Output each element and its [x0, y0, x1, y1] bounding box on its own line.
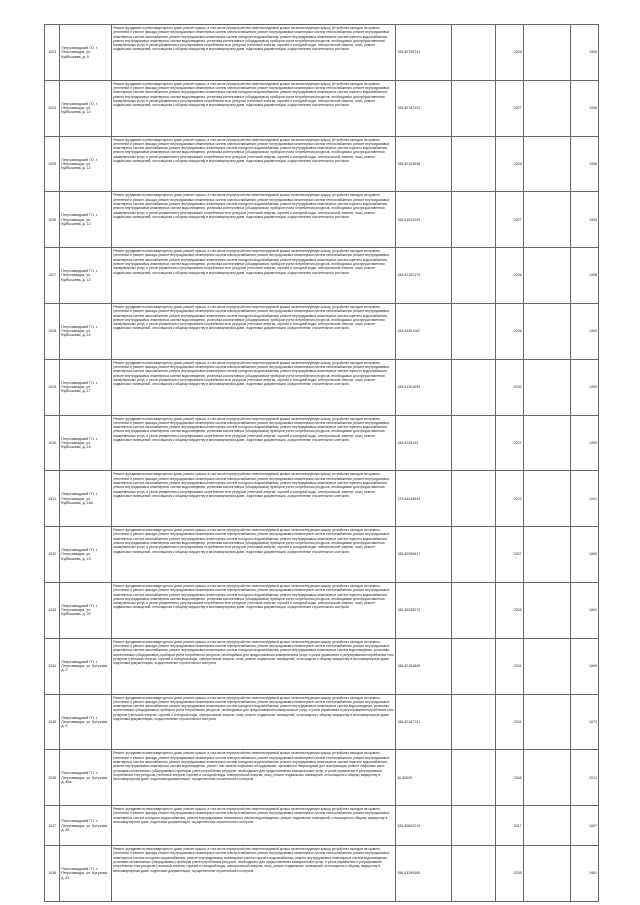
table-row [45, 80, 599, 136]
table-row [45, 846, 599, 902]
row-number: 1032 [45, 527, 60, 583]
planned-year-cell: 2026 [496, 136, 523, 192]
table-row [45, 694, 599, 750]
empty-cell [452, 136, 496, 192]
empty-cell [452, 303, 496, 359]
empty-cell [523, 303, 571, 359]
table-row [45, 638, 599, 694]
value-cell: 155,53301162 [396, 303, 452, 359]
address-cell: Петрозаводский ГО, г. Петрозаводск, ул. Кутузова, д. 49 [60, 846, 112, 902]
planned-year-cell: 2027 [496, 415, 523, 471]
table-row [45, 25, 599, 81]
row-number: 1023 [45, 25, 60, 81]
works-cell: Ремонт фундамента многоквартирного дома, ремонт крыши, в том числе переустройство невентилируемой крыши на вентилируемую крышу, устройство выходов на кровлю, утепление и ремонт фасада, ремонт внутридомовых инженерных систем электроснабжения, ремонт внутридомовых инженерных систем теплоснабжения, ремонт внутридомовых инженерных систем газоснабжения, ремонт внутридомовых инженерных систем холодного водоснабжения, ремонт внутридомовых инженерных систем горячего водоснабжения, ремонт внутридомовых инженерных систем водоотведения, установка коллективных (общедомовых) приборов учета потребления ресурсов, необходимых для предоставления коммунальных услуг, и узлов управления и регулирования потребления этих ресурсов (тепловой энергии, горячей и холодной воды, электрической энергии, газа), ремонт подвальных помещений, относящихся к общему имуществу в многоквартирном доме, подготовка документации, осуществление строительного контроля [112, 248, 396, 304]
row-number: 1036 [45, 750, 60, 806]
empty-cell [523, 25, 571, 81]
table-row [45, 471, 599, 527]
value-cell: 155,52102179 [396, 248, 452, 304]
planned-year-cell: 2046 [496, 750, 523, 806]
value-cell: 20,50025 [396, 750, 452, 806]
empty-cell [523, 415, 571, 471]
address-cell: Петрозаводский ГО, г. Петрозаводск, ул. Кутузова, д. 48 [60, 806, 112, 846]
planned-year-cell: 2026 [496, 582, 523, 638]
row-number: 1027 [45, 248, 60, 304]
works-cell: Ремонт фундамента многоквартирного дома, ремонт крыши, в том числе переустройство невентилируемой крыши на вентилируемую крышу, устройство выходов на кровлю, утепление и ремонт фасада, ремонт внутридомовых инженерных систем электроснабжения, ремонт внутридомовых инженерных систем теплоснабжения, ремонт внутридомовых инженерных систем газоснабжения, ремонт внутридомовых инженерных систем холодного водоснабжения, ремонт внутридомовых инженерных систем горячего водоснабжения, ремонт внутридомовых инженерных систем водоотведения, установка коллективных (общедомовых) приборов учета потребления ресурсов, необходимых для предоставления коммунальных услуг, и узлов управления и регулирования потребления этих ресурсов (тепловой энергии, горячей и холодной воды, электрической энергии, газа), ремонт подвальных помещений, относящихся к общему имуществу в многоквартирном доме, подготовка документации, осуществление строительного контроля [112, 192, 396, 248]
table-row [45, 303, 599, 359]
value-cell: 155,50782123 [396, 80, 452, 136]
address-cell: Петрозаводский ГО, г. Петрозаводск, ул. Куйбышева, д. 20 [60, 582, 112, 638]
empty-cell [523, 750, 571, 806]
built-year-cell: 1957 [571, 806, 599, 846]
empty-cell [452, 248, 496, 304]
empty-cell [523, 248, 571, 304]
row-number: 1028 [45, 303, 60, 359]
row-number: 1026 [45, 192, 60, 248]
works-cell: Ремонт фундамента многоквартирного дома, ремонт крыши, в том числе переустройство невентилируемой крыши на вентилируемую крышу, устройство выходов на кровлю, утепление и ремонт фасада, ремонт внутридомовых инженерных систем электроснабжения, ремонт внутридомовых инженерных систем теплоснабжения, ремонт внутридомовых инженерных систем газоснабжения, ремонт внутридомовых инженерных систем холодного водоснабжения, ремонт внутридомовых инженерных систем горячего водоснабжения, ремонт внутридомовых инженерных систем водоотведения, установка коллективных (общедомовых) приборов учета потребления ресурсов, необходимых для предоставления коммунальных услуг, и узлов управления и регулирования потребления этих ресурсов (тепловой энергии, горячей и холодной воды, электрической энергии, газа), ремонт подвальных помещений, относящихся к общему имуществу в многоквартирном доме, подготовка документации, осуществление строительного контроля [112, 80, 396, 136]
empty-cell [523, 846, 571, 902]
works-cell: Ремонт фундамента многоквартирного дома, ремонт крыши, в том числе переустройство невентилируемой крыши на вентилируемую крышу, устройство выходов на кровлю, утепление и ремонт фасада, ремонт внутридомовых инженерных систем электроснабжения, ремонт внутридомовых инженерных систем теплоснабжения, ремонт внутридомовых инженерных систем газоснабжения, ремонт внутридомовых инженерных систем холодного водоснабжения, ремонт внутридомовых инженерных систем горячего водоснабжения, ремонт внутридомовых инженерных систем водоотведения, установка коллективных (общедомовых) приборов учета потребления ресурсов, необходимых для предоставления коммунальных услуг, и узлов управления и регулирования потребления этих ресурсов (тепловой энергии, горячей и холодной воды, электрической энергии, газа), ремонт подвальных помещений, относящихся к общему имуществу в многоквартирном доме, подготовка документации, осуществление строительного контроля [112, 415, 396, 471]
works-cell: Ремонт фундамента многоквартирного дома, ремонт крыши, в том числе переустройство невентилируемой крыши на вентилируемую крышу, устройство выходов на кровлю, утепление и ремонт фасада, ремонт внутридомовых инженерных систем электроснабжения, ремонт внутридомовых инженерных систем теплоснабжения, ремонт внутридомовых инженерных систем газоснабжения, ремонт внутридомовых инженерных систем холодного водоснабжения, ремонт внутридомовых инженерных систем горячего водоснабжения, ремонт внутридомовых инженерных систем водоотведения, установка коллективных (общедомовых) приборов учета потребления ресурсов, необходимых для предоставления коммунальных услуг, и узлов управления и регулирования потребления этих ресурсов (тепловой энергии, горячей и холодной воды, электрической энергии, газа), ремонт подвальных помещений, относящихся к общему имуществу в многоквартирном доме, подготовка документации, осуществление строительного контроля [112, 136, 396, 192]
empty-cell [452, 80, 496, 136]
planned-year-cell: 2026 [496, 303, 523, 359]
value-cell: 156,52103538 [396, 136, 452, 192]
address-cell: Петрозаводский ГО, г. Петрозаводск, ул. Куйбышева, д. 9 [60, 25, 112, 81]
works-cell: Ремонт фундамента многоквартирного дома, ремонт крыши, в том числе переустройство невентилируемой крыши на вентилируемую крышу, устройство выходов на кровлю, утепление и ремонт фасада, ремонт внутридомовых инженерных систем электроснабжения, ремонт внутридомовых инженерных систем теплоснабжения, ремонт внутридомовых инженерных систем газоснабжения, ремонт внутридомовых инженерных систем холодного водоснабжения, ремонт внутридомовых инженерных систем горячего водоснабжения, ремонт внутридомовых инженерных систем водоотведения, установка коллективных (общедомовых) приборов учета потребления ресурсов, необходимых для предоставления коммунальных услуг, и узлов управления и регулирования потребления этих ресурсов (тепловой энергии, горячей и холодной воды, электрической энергии, газа), ремонт подвальных помещений, относящихся к общему имуществу в многоквартирном доме, подготовка документации, осуществление строительного контроля [112, 471, 396, 527]
empty-cell [523, 136, 571, 192]
built-year-cell: 1965 [571, 25, 599, 81]
built-year-cell: 2013 [571, 750, 599, 806]
address-cell: Петрозаводский ГО, г. Петрозаводск, ул. Куйбышева, д. 17 [60, 359, 112, 415]
planned-year-cell: 2032 [496, 359, 523, 415]
row-number: 1030 [45, 415, 60, 471]
works-cell: Ремонт фундамента многоквартирного дома, ремонт крыши, в том числе переустройство невентилируемой крыши на вентилируемую крышу, устройство выходов на кровлю, утепление и ремонт фасада, ремонт внутридомовых инженерных систем электроснабжения, ремонт внутридомовых инженерных систем теплоснабжения, ремонт внутридомовых инженерных систем газоснабжения, ремонт внутридомовых инженерных систем холодного водоснабжения, ремонт внутридомовых инженерных систем горячего водоснабжения, ремонт внутридомовых инженерных систем водоотведения, установка коллективных (общедомовых) приборов учета потребления ресурсов, необходимых для предоставления коммунальных услуг, и узлов управления и регулирования потребления этих ресурсов (тепловой энергии, горячей и холодной воды, электрической энергии, газа), ремонт подвальных помещений, относящихся к общему имуществу в многоквартирном доме, подготовка документации, осуществление строительного контроля [112, 527, 396, 583]
empty-cell [523, 527, 571, 583]
works-cell: Ремонт фундамента многоквартирного дома, ремонт крыши, в том числе переустройство невентилируемой крыши на вентилируемую крышу, устройство выходов на кровлю, утепление и ремонт фасада, ремонт внутридомовых инженерных систем электроснабжения, ремонт внутридомовых инженерных систем теплоснабжения, ремонт внутридомовых инженерных систем газоснабжения, ремонт внутридомовых инженерных систем холодного водоснабжения, ремонт внутридомовых инженерных систем горячего водоснабжения, ремонт внутридомовых инженерных систем водоотведения, установка коллективных (общедомовых) приборов учета потребления ресурсов, необходимых для предоставления коммунальных услуг, и узлов управления и регулирования потребления этих ресурсов (тепловой энергии, горячей и холодной воды, электрической энергии, газа), ремонт подвальных помещений, относящихся к общему имуществу в многоквартирном доме, подготовка документации, осуществление строительного контроля [112, 359, 396, 415]
empty-cell [452, 582, 496, 638]
built-year-cell: 1958 [571, 248, 599, 304]
works-cell: Ремонт фундамента многоквартирного дома, ремонт крыши, в том числе переустройство невентилируемой крыши на вентилируемую крышу, устройство выходов на кровлю, утепление и ремонт фасада, ремонт внутридомовых инженерных систем электроснабжения, ремонт внутридомовых инженерных систем теплоснабжения, ремонт внутридомовых инженерных систем газоснабжения, ремонт внутридомовых инженерных систем холодного водоснабжения, ремонт внутридомовых инженерных систем горячего водоснабжения, ремонт внутридомовых инженерных систем водоотведения, установка коллективных (общедомовых) приборов учета потребления ресурсов, необходимых для предоставления коммунальных услуг, и узлов управления и регулирования потребления этих ресурсов (тепловой энергии, горячей и холодной воды, электрической энергии, газа), ремонт подвальных помещений, относящихся к общему имуществу в многоквартирном доме, подготовка документации, осуществление строительного контроля [112, 25, 396, 81]
built-year-cell: 1941 [571, 471, 599, 527]
planned-year-cell: 2031 [496, 638, 523, 694]
built-year-cell: 1958 [571, 136, 599, 192]
table-row [45, 527, 599, 583]
built-year-cell: 1973 [571, 694, 599, 750]
value-cell: 179,54419634 [396, 471, 452, 527]
row-number: 1035 [45, 694, 60, 750]
address-cell: Петрозаводский ГО, г. Петрозаводск, ул. Куйбышева, д. 18а [60, 471, 112, 527]
table-row [45, 248, 599, 304]
value-cell: 156,52181826 [396, 638, 452, 694]
works-cell: Ремонт фундамента многоквартирного дома, ремонт крыши, в том числе переустройство невентилируемой крыши на вентилируемую крышу, устройство выходов на кровлю, утепление и ремонт фасада, ремонт внутридомовых инженерных систем электроснабжения, ремонт внутридомовых инженерных систем теплоснабжения, ремонт внутридомовых инженерных систем газоснабжения, ремонт внутридомовых инженерных систем холодного водоснабжения, ремонт внутридомовых инженерных систем горячего водоснабжения, ремонт внутридомовых инженерных систем водоотведения, ремонт или замена лифтового оборудования, признанного непригодным для эксплуатации, ремонт лифтовых шахт, установка коллективных (общедомовых) приборов учета потребления ресурсов, необходимых для предоставления коммунальных услуг, и узлов управления и регулирования потребления этих ресурсов (тепловой энергии, горячей и холодной воды, электрической энергии, газа), ремонт подвальных помещений, относящихся к общему имуществу в многоквартирном доме, подготовка документации, осуществление строительного контроля [112, 750, 396, 806]
empty-cell [523, 192, 571, 248]
built-year-cell: 1969 [571, 638, 599, 694]
empty-cell [523, 638, 571, 694]
works-cell: Ремонт фундамента многоквартирного дома, ремонт крыши, в том числе переустройство невентилируемой крыши на вентилируемую крышу, устройство выходов на кровлю, утепление и ремонт фасада, ремонт внутридомовых инженерных систем электроснабжения, ремонт внутридомовых инженерных систем теплоснабжения, ремонт внутридомовых инженерных систем газоснабжения, ремонт внутридомовых инженерных систем холодного водоснабжения, ремонт внутридомовых инженерных систем водоотведения, установка коллективных (общедомовых) приборов учета потребления ресурсов, необходимых для предоставления коммунальных услуг, и узлов управления и регулирования потребления этих ресурсов (тепловой энергии, горячей и холодной воды, электрической энергии, газа), ремонт подвальных помещений, относящихся к общему имуществу в многоквартирном доме, подготовка документации, осуществление строительного контроля [112, 638, 396, 694]
empty-cell [452, 471, 496, 527]
address-cell: Петрозаводский ГО, г. Петрозаводск, ул. Куйбышева, д. 12 [60, 136, 112, 192]
empty-cell [523, 359, 571, 415]
planned-year-cell: 2026 [496, 25, 523, 81]
address-cell: Петрозаводский ГО, г. Петрозаводск, ул. Кутузова, д. 9 [60, 694, 112, 750]
address-cell: Петрозаводский ГО, г. Петрозаводск, ул. Кутузова, д. 2 [60, 638, 112, 694]
built-year-cell: 1962 [571, 582, 599, 638]
empty-cell [452, 25, 496, 81]
address-cell: Петрозаводский ГО, г. Петрозаводск, ул. Кутузова, д. 46а [60, 750, 112, 806]
document-page [44, 24, 599, 902]
value-cell: 155,51301693 [396, 359, 452, 415]
row-number: 1025 [45, 136, 60, 192]
works-cell: Ремонт фундамента многоквартирного дома, ремонт крыши, в том числе переустройство невентилируемой крыши на вентилируемую крышу, устройство выходов на кровлю, утепление и ремонт фасада, ремонт внутридомовых инженерных систем электроснабжения, ремонт внутридомовых инженерных систем теплоснабжения, ремонт внутридомовых инженерных систем холодного водоснабжения, ремонт внутридомовых инженерных систем водоотведения, ремонт подвальных помещений, относящихся к общему имуществу в многоквартирном доме, подготовка документации, осуществление строительного контроля [112, 806, 396, 846]
works-cell: Ремонт фундамента многоквартирного дома, ремонт крыши, в том числе переустройство невентилируемой крыши на вентилируемую крышу, устройство выходов на кровлю, утепление и ремонт фасада, ремонт внутридомовых инженерных систем электроснабжения, ремонт внутридомовых инженерных систем теплоснабжения, ремонт внутридомовых инженерных систем газоснабжения, ремонт внутридомовых инженерных систем холодного водоснабжения, ремонт внутридомовых инженерных систем водоотведения, установка коллективных (общедомовых) приборов учета потребления ресурсов, необходимых для предоставления коммунальных услуг, и узлов управления и регулирования потребления этих ресурсов (тепловой энергии, горячей и холодной воды, электрической энергии, газа), ремонт подвальных помещений, относящихся к общему имуществу в многоквартирном доме, подготовка документации, осуществление строительного контроля [112, 694, 396, 750]
value-cell: 155,5235193 [396, 415, 452, 471]
address-cell: Петрозаводский ГО, г. Петрозаводск, ул. Куйбышева, д. 13 [60, 192, 112, 248]
table-row [45, 359, 599, 415]
built-year-cell: 1961 [571, 846, 599, 902]
empty-cell [523, 80, 571, 136]
address-cell: Петрозаводский ГО, г. Петрозаводск, ул. Куйбышева, д. 19 [60, 527, 112, 583]
table-row [45, 415, 599, 471]
planned-year-cell: 2027 [496, 192, 523, 248]
row-number: 1031 [45, 471, 60, 527]
row-number: 1034 [45, 638, 60, 694]
built-year-cell: 1960 [571, 303, 599, 359]
empty-cell [523, 806, 571, 846]
table-row [45, 192, 599, 248]
address-cell: Петрозаводский ГО, г. Петрозаводск, ул. Куйбышева, д. 10 [60, 80, 112, 136]
planned-year-cell: 2017 [496, 806, 523, 846]
empty-cell [452, 750, 496, 806]
address-cell: Петрозаводский ГО, г. Петрозаводск, ул. Куйбышева, д. 14 [60, 248, 112, 304]
planned-year-cell: 2027 [496, 527, 523, 583]
empty-cell [523, 694, 571, 750]
empty-cell [452, 638, 496, 694]
works-cell: Ремонт фундамента многоквартирного дома, ремонт крыши, в том числе переустройство невентилируемой крыши на вентилируемую крышу, устройство выходов на кровлю, утепление и ремонт фасада, ремонт внутридомовых инженерных систем электроснабжения, ремонт внутридомовых инженерных систем теплоснабжения, ремонт внутридомовых инженерных систем газоснабжения, ремонт внутридомовых инженерных систем холодного водоснабжения, ремонт внутридомовых инженерных систем горячего водоснабжения, ремонт внутридомовых инженерных систем водоотведения, установка коллективных (общедомовых) приборов учета потребления ресурсов, необходимых для предоставления коммунальных услуг, и узлов управления и регулирования потребления этих ресурсов (тепловой энергии, горячей и холодной воды, электрической энергии, газа), ремонт подвальных помещений, относящихся к общему имуществу в многоквартирном доме, подготовка документации, осуществление строительного контроля [112, 303, 396, 359]
empty-cell [523, 582, 571, 638]
table-row [45, 750, 599, 806]
table-row [45, 806, 599, 846]
address-cell: Петрозаводский ГО, г. Петрозаводск, ул. Куйбышева, д. 18 [60, 415, 112, 471]
works-cell: Ремонт фундамента многоквартирного дома, ремонт крыши, в том числе переустройство невентилируемой крыши на вентилируемую крышу, устройство выходов на кровлю, утепление и ремонт фасада, ремонт внутридомовых инженерных систем электроснабжения, ремонт внутридомовых инженерных систем теплоснабжения, ремонт внутридомовых инженерных систем газоснабжения, ремонт внутридомовых инженерных систем холодного водоснабжения, ремонт внутридомовых инженерных систем горячего водоснабжения, ремонт внутридомовых инженерных систем водоотведения, установка коллективных (общедомовых) приборов учета потребления ресурсов, необходимых для предоставления коммунальных услуг, и узлов управления и регулирования потребления этих ресурсов (тепловой энергии, горячей и холодной воды, электрической энергии, газа), ремонт подвальных помещений, относящихся к общему имуществу в многоквартирном доме, подготовка документации, осуществление строительного контроля [112, 582, 396, 638]
table-row [45, 136, 599, 192]
row-number: 1024 [45, 80, 60, 136]
planned-year-cell: 2031 [496, 694, 523, 750]
built-year-cell: 1959 [571, 359, 599, 415]
value-cell: 155,50709741 [396, 25, 452, 81]
empty-cell [523, 471, 571, 527]
built-year-cell: 1956 [571, 80, 599, 136]
empty-cell [452, 846, 496, 902]
built-year-cell: 1959 [571, 192, 599, 248]
empty-cell [452, 359, 496, 415]
row-number: 1029 [45, 359, 60, 415]
table-row [45, 582, 599, 638]
value-cell: 226,50602219 [396, 806, 452, 846]
empty-cell [452, 527, 496, 583]
row-number: 1033 [45, 582, 60, 638]
works-cell: Ремонт фундамента многоквартирного дома, ремонт крыши, в том числе переустройство невентилируемой крыши на вентилируемую крышу, устройство выходов на кровлю, утепление и ремонт фасада, ремонт внутридомовых инженерных систем электроснабжения, ремонт внутридомовых инженерных систем теплоснабжения, ремонт внутридомовых инженерных систем холодного водоснабжения, ремонт внутридомовых инженерных систем горячего водоснабжения, ремонт внутридомовых инженерных систем водоотведения, установка коллективных (общедомовых) приборов учета потребления ресурсов, необходимых для предоставления коммунальных услуг, и узлов управления и регулирования потребления этих ресурсов (тепловой энергии, горячей и холодной воды, электрической энергии, газа), ремонт подвальных помещений, относящихся к общему имуществу в многоквартирном доме, подготовка документации, осуществление строительного контроля [112, 846, 396, 902]
built-year-cell: 1959 [571, 415, 599, 471]
planned-year-cell: 2026 [496, 846, 523, 902]
row-number: 1037 [45, 806, 60, 846]
planned-year-cell: 2022 [496, 471, 523, 527]
value-cell: 155,51931029 [396, 192, 452, 248]
empty-cell [452, 415, 496, 471]
address-cell: Петрозаводский ГО, г. Петрозаводск, ул. Куйбышева, д. 16 [60, 303, 112, 359]
value-cell: 155,55299272 [396, 582, 452, 638]
row-number: 1038 [45, 846, 60, 902]
planned-year-cell: 2027 [496, 80, 523, 136]
value-cell: 155,52956617 [396, 527, 452, 583]
planned-year-cell: 2026 [496, 248, 523, 304]
table-body [45, 25, 599, 902]
value-cell: 156,53299365 [396, 846, 452, 902]
empty-cell [452, 694, 496, 750]
repair-program-table [44, 24, 599, 902]
empty-cell [452, 192, 496, 248]
built-year-cell: 1960 [571, 527, 599, 583]
empty-cell [452, 806, 496, 846]
value-cell: 156,52187731 [396, 694, 452, 750]
